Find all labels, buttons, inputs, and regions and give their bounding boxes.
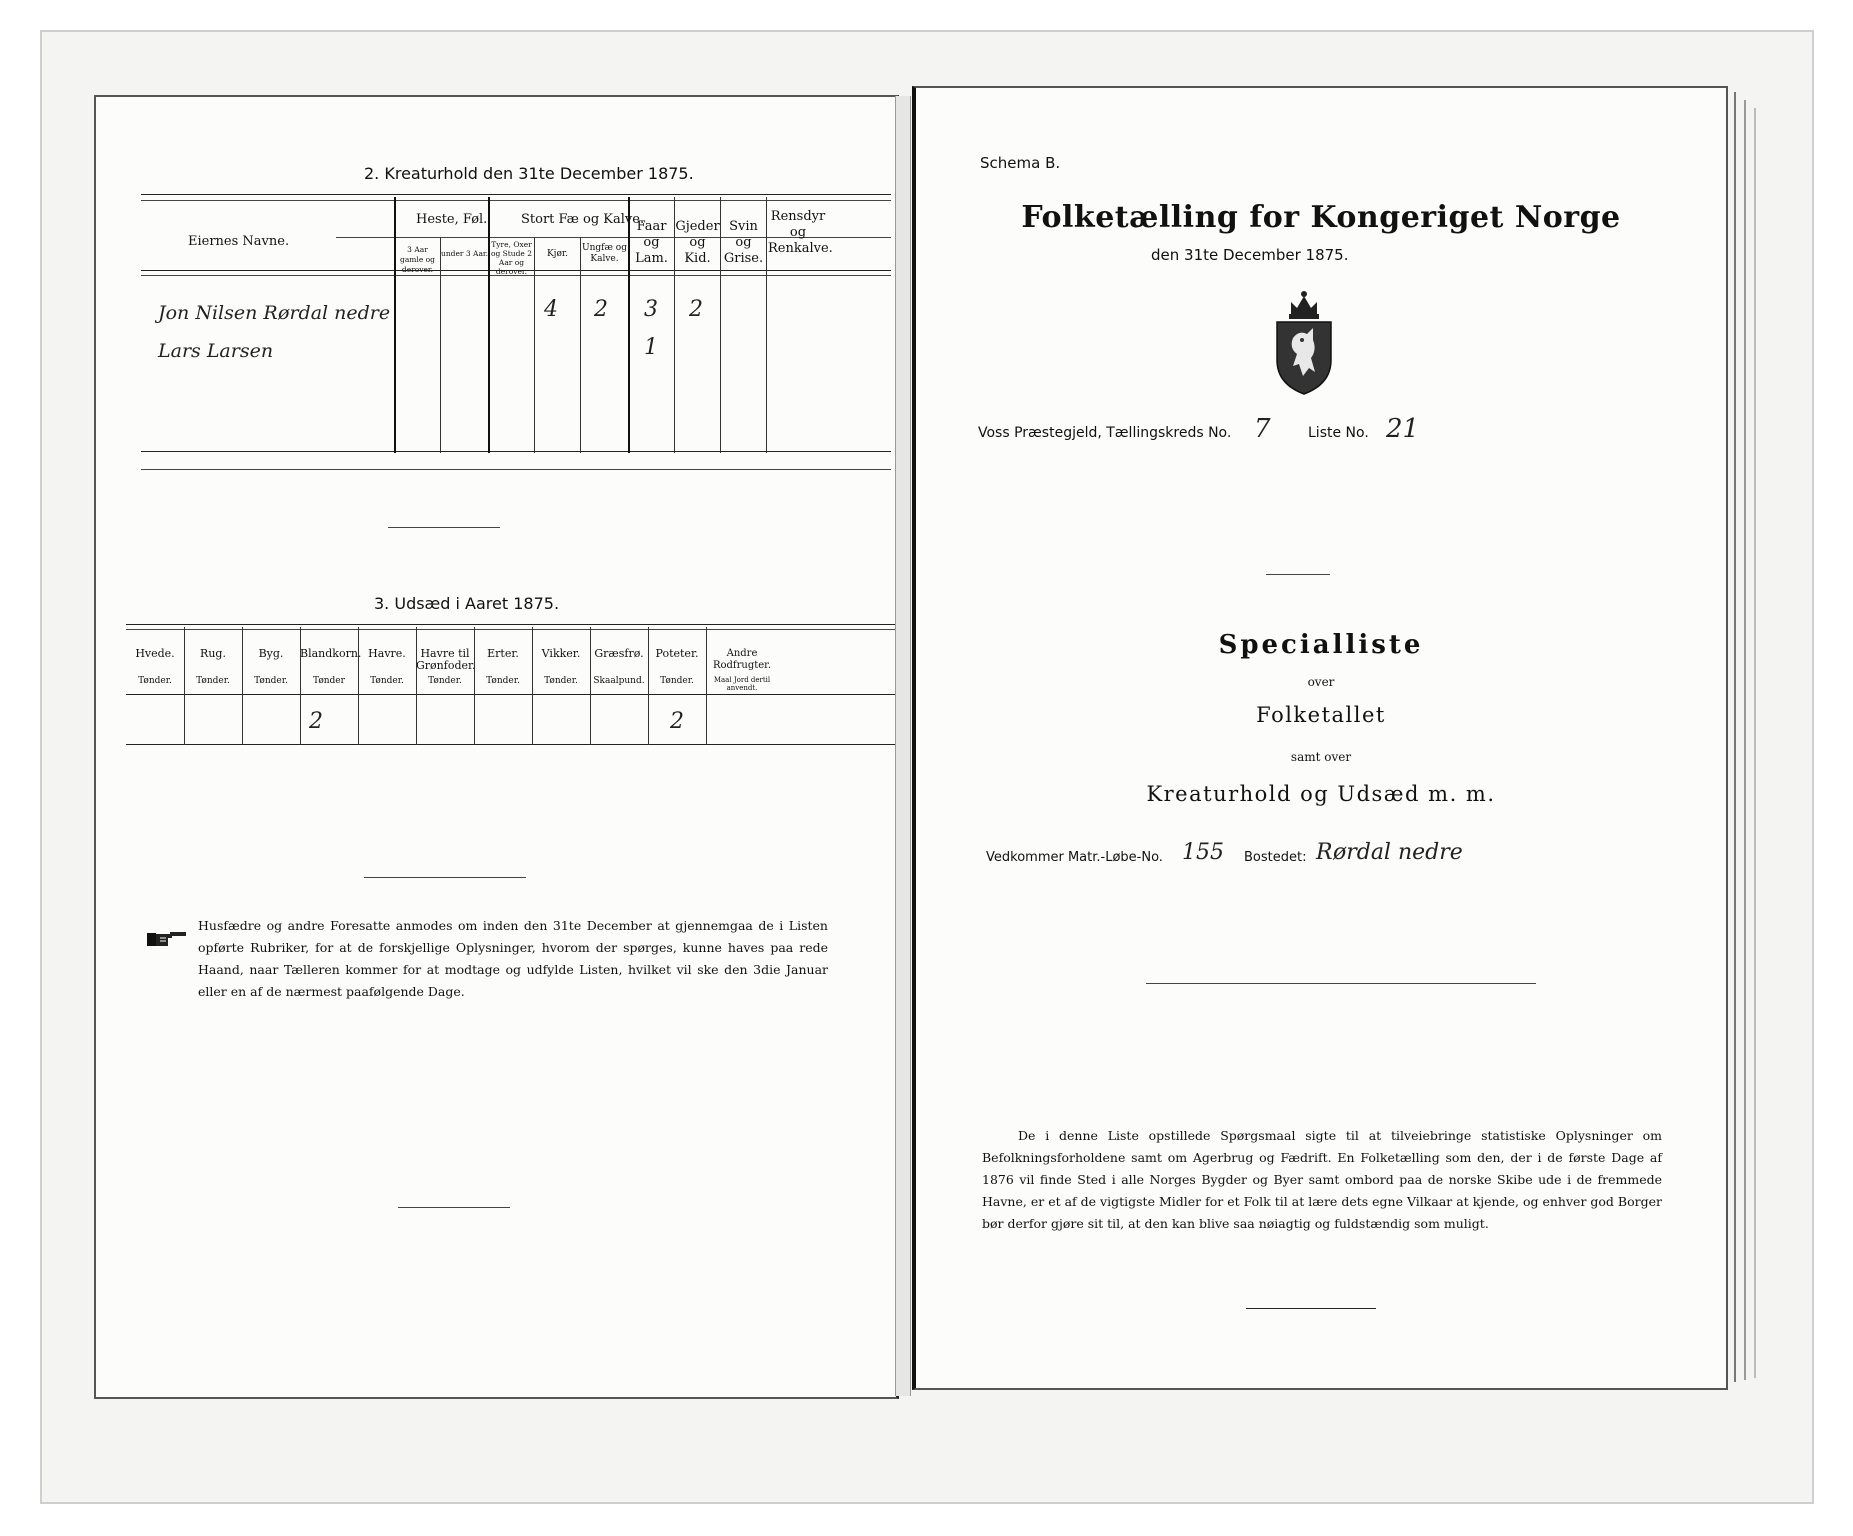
row2-owner: Lars Larsen [158, 340, 274, 362]
census-title: Folketælling for Kongeriget Norge [1021, 200, 1621, 235]
section2-title: 2. Kreaturhold den 31te December 1875. [364, 164, 694, 183]
divider [1146, 983, 1536, 984]
specialliste-heading: Specialliste [1218, 630, 1424, 660]
udsaed-col-unit: Tønder [313, 676, 345, 686]
list-label: Liste No. [1308, 425, 1369, 441]
bosted-label: Bostedet: [1244, 850, 1307, 865]
row-poteter-value: 2 [670, 709, 684, 734]
table-col-rule [184, 627, 185, 745]
matr-label: Vedkommer Matr.-Løbe-No. [986, 850, 1163, 865]
udsaed-col-unit: Tønder. [486, 676, 520, 686]
page-stack-edge [1748, 108, 1756, 1378]
col-horses-sub1: 3 Aar gamle og derover. [400, 245, 435, 274]
table-rule [141, 469, 891, 470]
divider [388, 527, 500, 528]
coat-of-arms-icon [1269, 288, 1339, 398]
matr-number: 155 [1182, 840, 1224, 865]
udsaed-col-unit: Tønder. [544, 676, 578, 686]
col-reindeer-header: Rensdyr og Renkalve. [768, 209, 833, 256]
udsaed-col-header: Erter. [487, 647, 519, 660]
col-pigs-header: Svin og Grise. [723, 219, 764, 266]
parish-label: Voss Præstegjeld, Tællingskreds No. [978, 425, 1232, 441]
book-spine [895, 96, 911, 1396]
col-cattle-header: Stort Fæ og Kalve. [521, 212, 645, 227]
section3-title: 3. Udsæd i Aaret 1875. [374, 594, 560, 613]
census-date: den 31te December 1875. [1151, 246, 1349, 264]
table-col-rule [532, 627, 533, 745]
table-rule [126, 624, 896, 625]
udsaed-col-unit: Tønder. [370, 676, 404, 686]
table-col-rule [358, 627, 359, 745]
row1-cows: 4 [544, 297, 558, 322]
folketallet-heading: Folketallet [1256, 703, 1386, 727]
udsaed-col-header: Græsfrø. [594, 647, 644, 660]
divider [1246, 1308, 1376, 1309]
udsaed-col-unit: Tønder. [196, 676, 230, 686]
udsaed-col-header: Havre til Grønfoder. [416, 647, 476, 672]
table-col-rule [534, 237, 535, 453]
divider [1266, 574, 1330, 575]
table-rule [141, 194, 891, 195]
table-col-rule [648, 627, 649, 745]
row-blandkorn-value: 2 [309, 709, 323, 734]
col-cattle-sub1: Tyre, Oxer og Stude 2 Aar og derover. [490, 240, 533, 276]
udsaed-col-unit: Tønder. [138, 676, 172, 686]
table-col-rule [242, 627, 243, 745]
udsaed-col-header: Vikker. [541, 647, 581, 660]
col-cattle-sub3: Ungfæ og Kalve. [582, 243, 627, 264]
schema-label: Schema B. [980, 154, 1061, 172]
table-col-rule [416, 627, 417, 745]
samt-over-label: samt over [1290, 750, 1352, 764]
row1-owner: Jon Nilsen Rørdal nedre [158, 302, 391, 324]
info-paragraph: De i denne Liste opstillede Spørgsmaal sigte til at tilveiebringe statistiske Oplysninger om Befolkningsforholdene samt om Agerbrug og Fædrift. En Folketælling som den, der i de første Dage af 1876 vil finde Sted i alle Norges Bygder og Byer samt ombord paa de norske Skibe ude i de fremmede Havne, er et af de vigtigste Midler for et Folk til at lære dets egne Vilkaar at kjende, og enhver god Borger bør derfor gjøre sit til, at den kan blive saa nøiagtig og fuldstændig som muligt. [982, 1128, 1662, 1231]
kreaturhold-heading: Kreaturhold og Udsæd m. m. [1146, 782, 1496, 806]
row1-sheep: 3 [644, 297, 658, 322]
bosted-value: Rørdal nedre [1316, 840, 1463, 865]
notice-text: Husfædre og andre Foresatte anmodes om inden den 31te December at gjennemgaa de i Listen opførte Rubriker, for at de forskjellige Oplysninger, hvorom der spørges, kunne haves paa rede Haand, naar Tælleren kommer for at modtage og udfylde Listen, hvilket vil ske den 3die Januar eller en af de nærmest paafølgende Dage. [198, 918, 828, 999]
row2-sheep: 1 [644, 335, 658, 360]
col-goats-header: Gjeder og Kid. [675, 219, 720, 266]
table-col-rule [440, 237, 441, 453]
list-number: 21 [1386, 414, 1420, 444]
table-col-rule [488, 197, 490, 453]
udsaed-col-header: Havre. [368, 647, 406, 660]
row1-goats: 2 [689, 297, 703, 322]
col-owner-header: Eiernes Navne. [188, 234, 290, 249]
udsaed-col-unit: Maal Jord dertil anvendt. [713, 676, 771, 692]
col-cattle-sub2: Kjør. [546, 249, 569, 259]
table-col-rule [590, 627, 591, 745]
udsaed-col-header: Andre Rodfrugter. [712, 648, 772, 671]
table-rule [141, 451, 891, 452]
right-page [912, 86, 1728, 1390]
table-col-rule [394, 197, 396, 453]
udsaed-col-header: Rug. [200, 647, 226, 660]
divider [398, 1207, 510, 1208]
udsaed-col-unit: Tønder. [254, 676, 288, 686]
udsaed-col-unit: Skaalpund. [593, 676, 645, 686]
udsaed-col-header: Blandkorn. [300, 647, 362, 660]
col-horses-sub2: under 3 Aar. [441, 249, 489, 258]
left-page [94, 95, 899, 1399]
page-stack-edge [1738, 100, 1746, 1380]
col-sheep-header: Faar og Lam. [635, 219, 668, 266]
table-col-rule [580, 237, 581, 453]
pointing-hand-icon [146, 929, 188, 949]
table-col-rule [706, 627, 707, 745]
table-col-rule [300, 627, 301, 745]
col-horses-header: Heste, Føl. [416, 212, 488, 227]
udsaed-col-header: Hvede. [135, 647, 175, 660]
table-rule [141, 200, 891, 201]
udsaed-col-unit: Tønder. [428, 676, 462, 686]
table-col-rule [766, 197, 767, 453]
table-col-rule [474, 627, 475, 745]
over-label: over [1307, 675, 1335, 689]
udsaed-col-header: Byg. [258, 647, 284, 660]
udsaed-col-header: Poteter. [655, 647, 699, 660]
divider [364, 877, 526, 878]
row1-young: 2 [594, 297, 608, 322]
udsaed-col-unit: Tønder. [660, 676, 694, 686]
district-number: 7 [1254, 414, 1271, 444]
